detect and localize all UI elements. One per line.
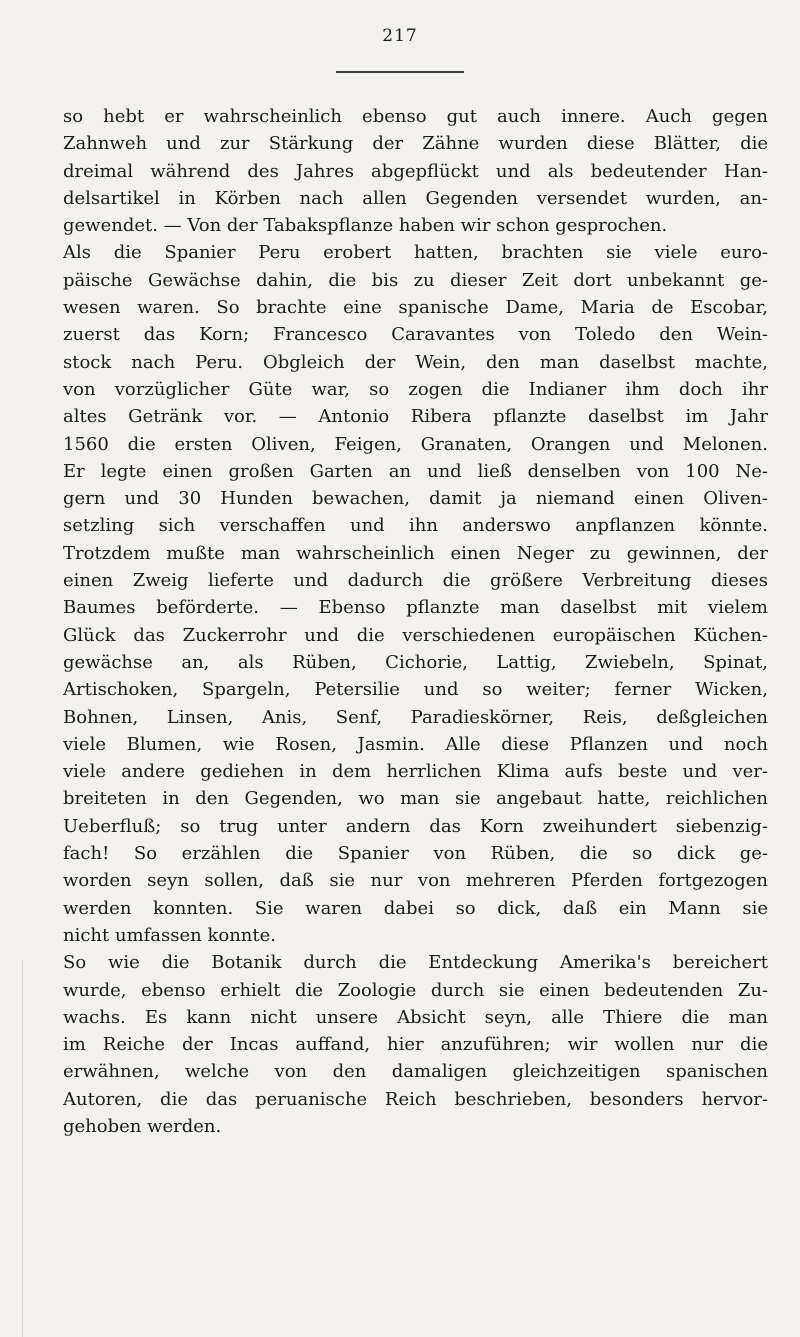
text-line: altes Getränk vor. — Antonio Ribera pflanzte daselbst im Jahr (63, 406, 768, 428)
page-number: 217 (382, 26, 418, 46)
text-line: viele andere gediehen in dem herrlichen Klima aufs beste und ver- (63, 761, 768, 783)
text-line: Baumes beförderte. — Ebenso pflanzte man daselbst mit vielem (63, 597, 768, 619)
text-line: wachs. Es kann nicht unsere Absicht seyn, alle Thiere die man (63, 1006, 768, 1028)
page-gutter-edge (22, 960, 23, 1337)
text-line: breiteten in den Gegenden, wo man sie angebaut hatte, reichlichen (63, 788, 768, 810)
text-line: nicht umfassen konnte. (63, 924, 277, 946)
text-line: fach! So erzählen die Spanier von Rüben, die so dick ge- (63, 843, 768, 865)
text-line: zuerst das Korn; Francesco Caravantes von Toledo den Wein- (63, 324, 768, 346)
text-line: Artischoken, Spargeln, Petersilie und so weiter; ferner Wicken, (63, 679, 768, 701)
text-line: gewendet. — Von der Tabakspflanze haben wir schon gesprochen. (63, 215, 668, 237)
text-line: von vorzüglicher Güte war, so zogen die Indianer ihm doch ihr (63, 378, 768, 400)
header-rule (336, 71, 464, 73)
text-line: stock nach Peru. Obgleich der Wein, den man daselbst machte, (63, 351, 768, 373)
text-line: dreimal während des Jahres abgepflückt und als bedeutender Han- (63, 160, 768, 182)
text-line: Autoren, die das peruanische Reich beschrieben, besonders hervor- (63, 1088, 768, 1110)
text-line: 1560 die ersten Oliven, Feigen, Granaten, Orangen und Melonen. (63, 433, 768, 455)
text-line: worden seyn sollen, daß sie nur von mehreren Pferden fortgezogen (63, 870, 768, 892)
text-line: Bohnen, Linsen, Anis, Senf, Paradieskörner, Reis, deßgleichen (63, 706, 768, 728)
text-line: setzling sich verschaffen und ihn anderswo anpflanzen könnte. (63, 515, 768, 537)
text-line: werden konnten. Sie waren dabei so dick, daß ein Mann sie (63, 897, 768, 919)
text-line: delsartikel in Körben nach allen Gegenden versendet wurden, an- (63, 187, 768, 209)
text-line: gehoben werden. (63, 1115, 222, 1137)
text-line: Als die Spanier Peru erobert hatten, brachten sie viele euro- (63, 242, 768, 264)
body-text (63, 103, 768, 1140)
text-line: erwähnen, welche von den damaligen gleichzeitigen spanischen (63, 1061, 768, 1083)
text-line: wesen waren. So brachte eine spanische Dame, Maria de Escobar, (63, 297, 768, 319)
text-line: Ueberfluß; so trug unter andern das Korn zweihundert siebenzig- (63, 815, 768, 837)
text-line: wurde, ebenso erhielt die Zoologie durch sie einen bedeutenden Zu- (63, 979, 768, 1001)
text-line: Trotzdem mußte man wahrscheinlich einen Neger zu gewinnen, der (63, 542, 768, 564)
text-line: im Reiche der Incas auffand, hier anzuführen; wir wollen nur die (63, 1034, 768, 1056)
text-line: viele Blumen, wie Rosen, Jasmin. Alle diese Pflanzen und noch (63, 733, 768, 755)
text-line: gewächse an, als Rüben, Cichorie, Lattig, Zwiebeln, Spinat, (63, 651, 768, 673)
text-line: Er legte einen großen Garten an und ließ denselben von 100 Ne- (63, 460, 768, 482)
text-line: so hebt er wahrscheinlich ebenso gut auch innere. Auch gegen (63, 106, 768, 127)
text-line: einen Zweig lieferte und dadurch die größere Verbreitung dieses (63, 570, 768, 592)
text-line: Zahnweh und zur Stärkung der Zähne wurden diese Blätter, die (63, 133, 768, 155)
text-line: gern und 30 Hunden bewachen, damit ja niemand einen Oliven- (63, 488, 768, 510)
text-line: So wie die Botanik durch die Entdeckung Amerika's bereichert (63, 952, 768, 974)
text-line: Glück das Zuckerrohr und die verschiedenen europäischen Küchen- (63, 624, 768, 646)
text-line: päische Gewächse dahin, die bis zu dieser Zeit dort unbekannt ge- (63, 269, 768, 291)
